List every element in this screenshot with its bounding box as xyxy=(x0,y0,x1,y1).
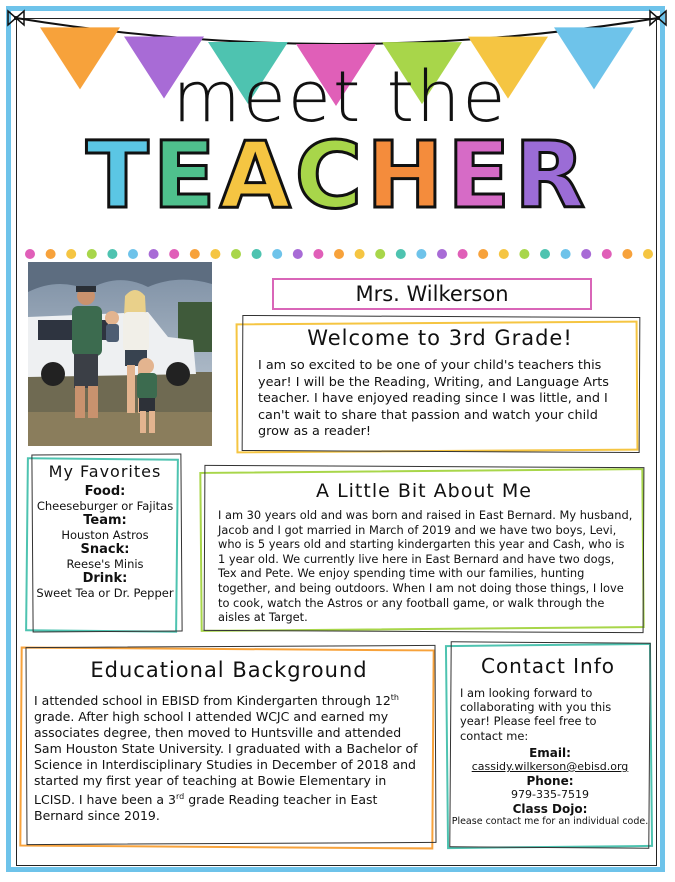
divider-dot xyxy=(190,249,200,259)
about-section xyxy=(200,466,648,636)
favorite-label: Food: xyxy=(84,484,126,499)
favorite-label: Snack: xyxy=(80,542,130,557)
teacher-name: Mrs. Wilkerson xyxy=(272,278,592,310)
teacher-letter: T xyxy=(85,122,153,229)
teacher-letter: E xyxy=(447,122,515,229)
divider-dot xyxy=(355,249,365,259)
divider-dot xyxy=(231,249,241,259)
favorite-label: Team: xyxy=(83,513,127,528)
family-photo xyxy=(28,262,212,446)
welcome-text: I am so excited to be one of your child's teachers this year! I will be the Reading, Writing, and Language Arts teacher. I have enjoyed reading since I was little, and I can't wait to share that passion and watch your child grow as a reader! xyxy=(258,358,609,439)
phone-label: Phone: xyxy=(526,774,574,788)
dojo-label: Class Dojo: xyxy=(512,802,588,816)
divider-dot xyxy=(25,249,35,259)
divider-dot xyxy=(313,249,323,259)
favorites-list xyxy=(34,484,176,600)
education-text: I attended school in EBISD from Kindergarten through 12th grade. After high school I attended WCJC and earned my associates degree, then moved to Huntsville and attended Sam Houston State University. I graduated with a Bachelor of Science in Interdisciplinary Studies in December of 2018 and started my first year of teaching at Bowie Elementary in LCISD. I have been a 3rd grade Reading teacher in East Bernard since 2019. xyxy=(34,693,418,824)
divider-dot xyxy=(272,249,282,259)
favorite-value: Cheeseburger or Fajitas xyxy=(36,499,174,513)
education-heading: Educational Background xyxy=(90,658,368,682)
favorite-value: Reese's Minis xyxy=(66,557,144,571)
divider-dot xyxy=(437,249,447,259)
education-section xyxy=(20,646,438,852)
divider-dot xyxy=(169,249,179,259)
about-text: I am 30 years old and was born and raised in East Bernard. My husband, Jacob and I got married in March of 2019 and we have two boys, Levi, who is 5 years old and starting kindergarten this year and Cash, who is 1 year old. We currently live here in East Bernard and have two dogs, Tex and Pete. We enjoy spending time with our families, hunting together, and being outdoors. When I am not doing those things, I love to cook, watch the Astros or any football game, or walk through the aisles at Target. xyxy=(218,508,633,625)
divider-dot xyxy=(66,249,76,259)
divider-dot xyxy=(581,249,591,259)
divider-dot xyxy=(293,249,303,259)
teacher-letter: E xyxy=(152,122,220,229)
divider-dot xyxy=(334,249,344,259)
favorite-value: Houston Astros xyxy=(61,528,149,542)
divider-dot xyxy=(499,249,509,259)
title-meet-the: meet the xyxy=(172,56,508,138)
email-label: Email: xyxy=(529,746,571,760)
divider-dot xyxy=(643,249,653,259)
divider-dot xyxy=(128,249,138,259)
teacher-letter: C xyxy=(294,122,367,229)
email-link[interactable]: cassidy.wilkerson@ebisd.org xyxy=(471,760,629,773)
phone-number: 979-335-7519 xyxy=(511,788,589,801)
favorite-label: Drink: xyxy=(82,571,128,586)
divider-dot xyxy=(561,249,571,259)
divider-dot xyxy=(622,249,632,259)
divider-dot xyxy=(458,249,468,259)
divider-dot xyxy=(396,249,406,259)
divider-dot xyxy=(540,249,550,259)
teacher-letter: A xyxy=(219,122,295,229)
teacher-letter: R xyxy=(514,122,590,229)
about-heading: A Little Bit About Me xyxy=(316,480,532,502)
welcome-heading: Welcome to 3rd Grade! xyxy=(307,326,573,350)
divider-dot xyxy=(87,249,97,259)
welcome-section xyxy=(236,316,644,458)
divider-dot xyxy=(602,249,612,259)
teacher-letter: H xyxy=(366,122,448,229)
favorite-value: Sweet Tea or Dr. Pepper xyxy=(36,586,174,600)
divider-dot xyxy=(478,249,488,259)
contact-heading: Contact Info xyxy=(480,654,616,678)
favorites-heading: My Favorites xyxy=(48,462,162,481)
divider-dot xyxy=(519,249,529,259)
dojo-text: Please contact me for an individual code. xyxy=(451,816,649,827)
divider-dot xyxy=(46,249,56,259)
divider-dot xyxy=(375,249,385,259)
divider-dot xyxy=(210,249,220,259)
divider-dot xyxy=(416,249,426,259)
divider-dot xyxy=(107,249,117,259)
divider-dot xyxy=(252,249,262,259)
contact-section xyxy=(446,642,656,854)
favorites-section xyxy=(26,454,184,636)
divider-dot xyxy=(149,249,159,259)
contact-intro: I am looking forward to collaborating with you this year! Please feel free to contact me: xyxy=(460,686,612,743)
dot-divider xyxy=(0,0,675,262)
